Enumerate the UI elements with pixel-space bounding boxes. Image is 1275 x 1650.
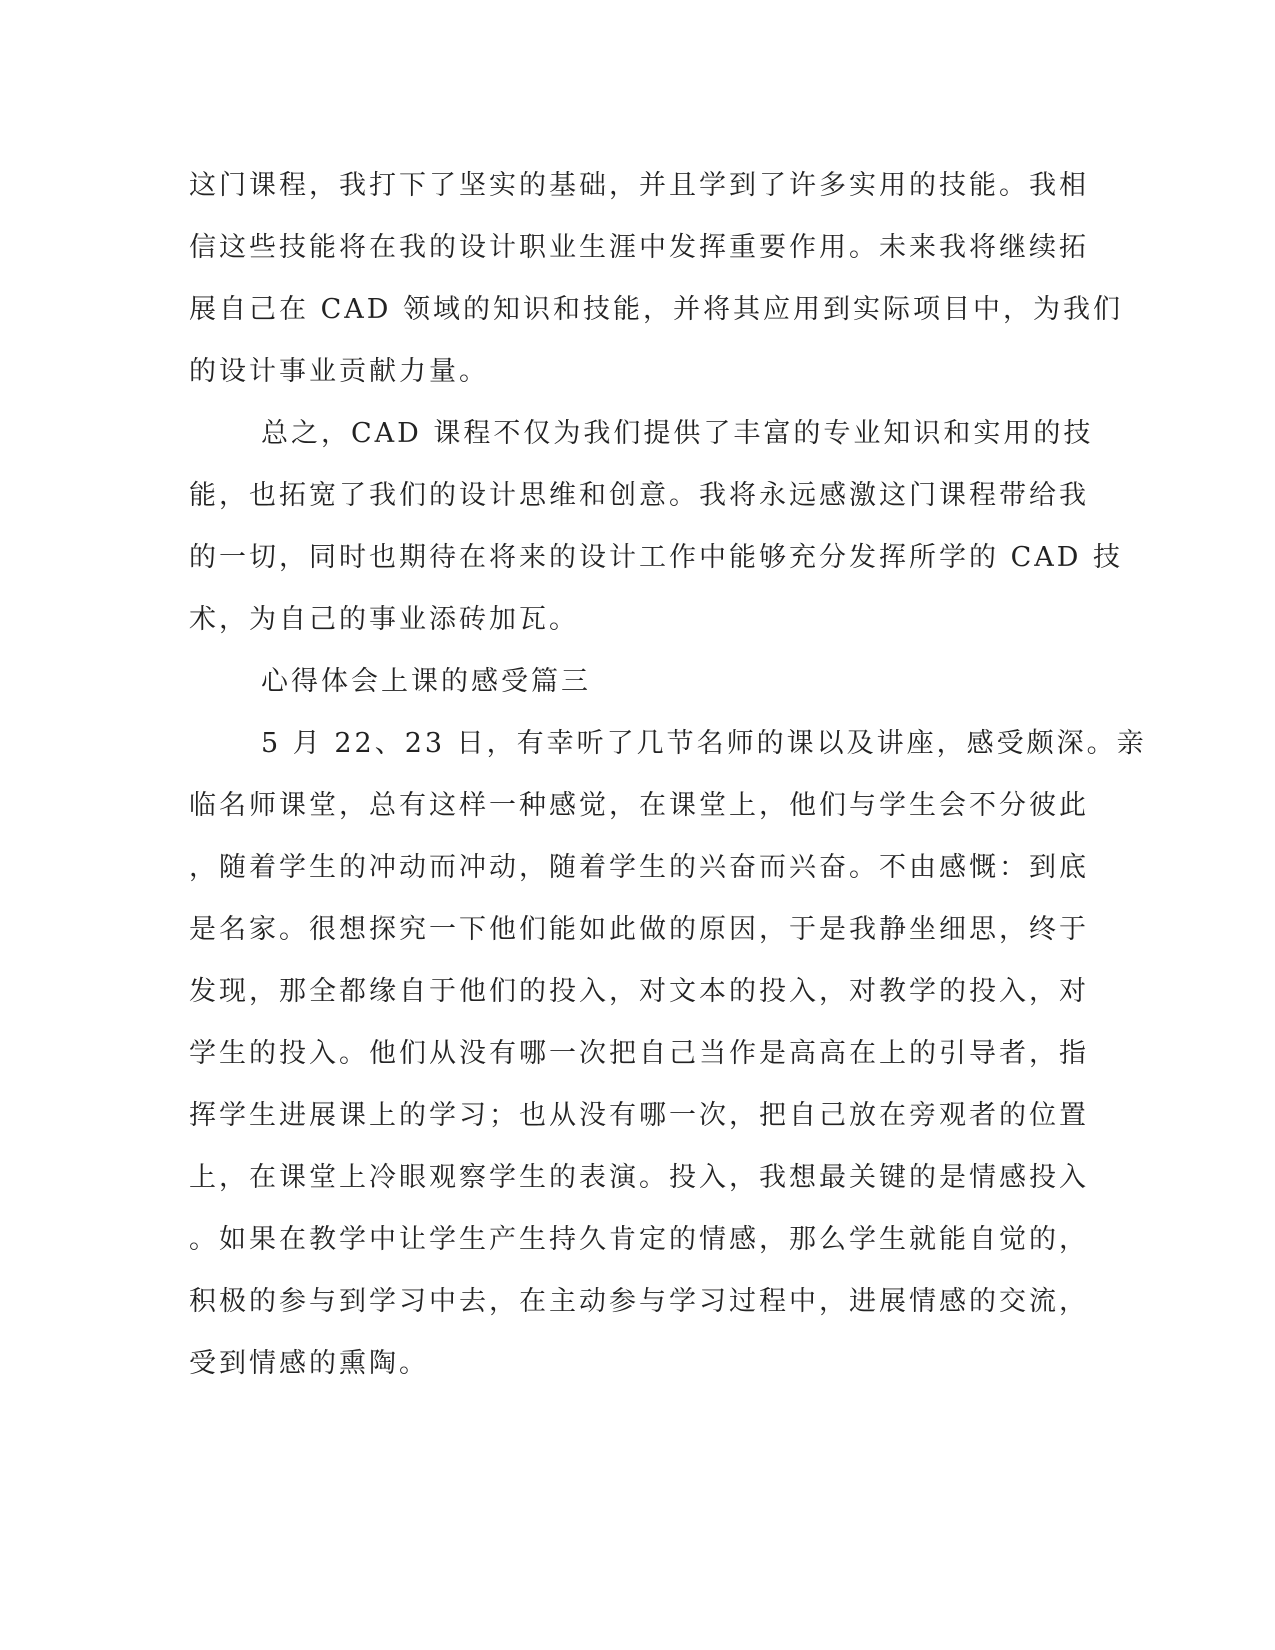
text-line: 信这些技能将在我的设计职业生涯中发挥重要作用。未来我将继续拓 bbox=[189, 232, 1089, 263]
text-line: 学生的投入。他们从没有哪一次把自己当作是高高在上的引导者，指 bbox=[189, 1038, 1089, 1069]
text-line: 挥学生进展课上的学习；也从没有哪一次，把自己放在旁观者的位置 bbox=[189, 1100, 1089, 1131]
document-body bbox=[189, 155, 1147, 1395]
text-line: 总之，CAD 课程不仅为我们提供了丰富的专业知识和实用的技 bbox=[261, 418, 1094, 449]
text-line: ，随着学生的冲动而冲动，随着学生的兴奋而兴奋。不由感慨：到底 bbox=[189, 852, 1089, 883]
text-line: 这门课程，我打下了坚实的基础，并且学到了许多实用的技能。我相 bbox=[189, 170, 1089, 201]
text-line: 上，在课堂上冷眼观察学生的表演。投入，我想最关键的是情感投入 bbox=[189, 1162, 1089, 1193]
text-line: 5 月 22、23 日，有幸听了几节名师的课以及讲座，感受颇深。亲 bbox=[261, 728, 1147, 759]
section-heading: 心得体会上课的感受篇三 bbox=[261, 666, 591, 697]
text-line: 是名家。很想探究一下他们能如此做的原因，于是我静坐细思，终于 bbox=[189, 914, 1089, 945]
text-line: 术，为自己的事业添砖加瓦。 bbox=[189, 604, 579, 635]
text-line: 的设计事业贡献力量。 bbox=[189, 356, 489, 387]
text-line: 的一切，同时也期待在将来的设计工作中能够充分发挥所学的 CAD 技 bbox=[189, 542, 1123, 573]
text-line: 能，也拓宽了我们的设计思维和创意。我将永远感激这门课程带给我 bbox=[189, 480, 1089, 511]
text-line: 发现，那全都缘自于他们的投入，对文本的投入，对教学的投入，对 bbox=[189, 976, 1089, 1007]
text-line: 。如果在教学中让学生产生持久肯定的情感，那么学生就能自觉的， bbox=[189, 1224, 1089, 1255]
text-line: 受到情感的熏陶。 bbox=[189, 1348, 429, 1379]
text-line: 展自己在 CAD 领域的知识和技能，并将其应用到实际项目中，为我们 bbox=[189, 294, 1123, 325]
text-line: 积极的参与到学习中去，在主动参与学习过程中，进展情感的交流， bbox=[189, 1286, 1089, 1317]
text-line: 临名师课堂，总有这样一种感觉，在课堂上，他们与学生会不分彼此 bbox=[189, 790, 1089, 821]
